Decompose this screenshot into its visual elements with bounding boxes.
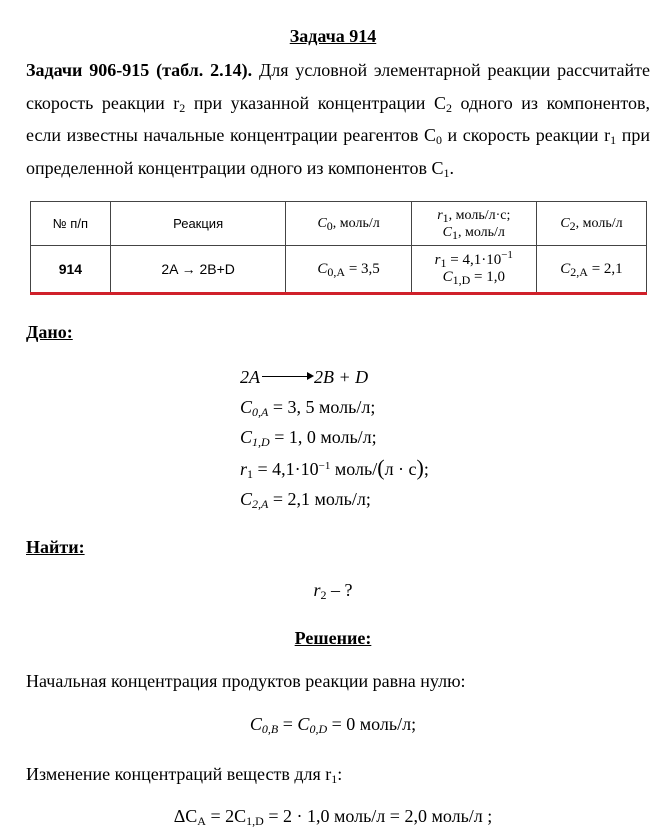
cell-c2: $C_{2,A} = 2,1$ [536,246,646,293]
header-c0: $C_0$, моль/л [286,202,411,246]
given-c2a: $C_{2,A} = 2,1$ моль/л; [240,489,371,511]
header-r1-c1: $r_1$, моль/л·с; $C_1$, моль/л [411,202,536,246]
problem-title: Задача 914 [289,26,377,46]
given-r1: $r_1 = 4,1\cdot 10^{-1}$ моль/(л · с); [240,455,429,481]
solution-eq-initial: $C_{0,B} = C_{0,D} = 0$ моль/л; [249,714,417,736]
solution-label: Решение: [294,628,372,648]
header-num: № п/п [31,202,111,246]
table-header-row [31,202,647,246]
header-c2: $C_2$, моль/л [536,202,646,246]
reaction-arrow-icon [262,376,312,377]
solution-eq-delta: $\Delta C_A = 2C_{1,D} = 2 \cdot 1,0$ моль/л = 2,0 моль/л ; [173,806,493,828]
table-row [31,246,647,293]
given-label: Дано: [26,322,73,342]
cell-r1-c1: $r_1 = 4,1\cdot 10^{-1}$ $C_{1,D} = 1,0$ [411,246,536,293]
find-expression: $r_2$ – ? [313,580,353,602]
solution-paragraph-1: Начальная концентрация продуктов реакции равна нулю: [26,671,466,691]
cell-reaction: 2A → 2B+D [110,246,286,293]
cell-num: 914 [31,246,111,293]
cell-c0: $C_{0,A} = 3,5$ [286,246,411,293]
given-reaction: 2A 2B + D [240,367,369,387]
given-c0a: $C_{0,A} = 3$, 5 моль/л; [240,397,376,419]
solution-paragraph-2: Изменение концентраций веществ для $r_1$: [26,764,343,786]
table-bottom-red-line [30,292,647,295]
given-c1d: $C_{1,D} = 1$, 0 моль/л; [240,427,377,449]
data-table [30,201,647,293]
header-reaction: Реакция [110,202,286,246]
problem-statement: Задачи 906-915 (табл. 2.14). Для условной элементарной реакции рассчитайте скорость реакции $r_2$ при указанной концентрации $С_2$ одного из компонентов, если известны начальные концентрации реагентов $С_0$ и скорость реакции $r_1$ при определенной концентрации одного из компонентов $С_1$. [26,60,651,180]
find-label: Найти: [26,537,85,557]
statement-bold: Задачи 906-915 (табл. 2.14). [26,60,253,80]
